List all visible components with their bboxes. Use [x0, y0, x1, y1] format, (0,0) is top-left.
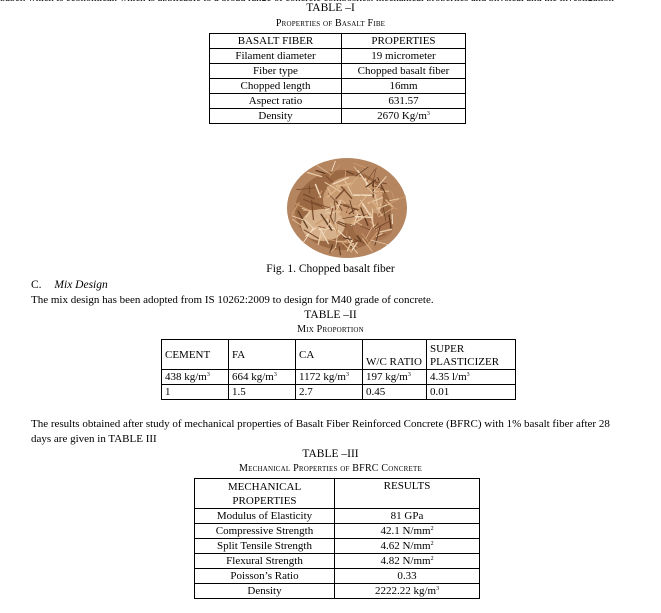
- table-cell: [342, 109, 466, 124]
- table-cell: Poisson’s Ratio: [195, 569, 335, 584]
- cell-value: 0.33: [397, 570, 417, 582]
- table2-label: TABLE –II: [304, 309, 357, 321]
- results-paragraph-line1: The results obtained after study of mechanical properties of Basalt Fiber Reinforced Concrete (BFRC) with 1% basalt fiber after 28: [31, 418, 610, 430]
- header-cell: FA: [229, 340, 296, 370]
- table-row: [195, 569, 480, 584]
- table-cell: [335, 539, 480, 554]
- table-cell: Filament diameter: [210, 49, 342, 64]
- table-cell: 1.5: [229, 385, 296, 400]
- table-cell: [335, 584, 480, 599]
- table-cell: [229, 370, 296, 385]
- table-cell: [363, 370, 427, 385]
- table-row: [210, 79, 466, 94]
- table3-title: Mechanical Properties of BFRC Concrete: [239, 463, 422, 474]
- table-cell: 16mm: [342, 79, 466, 94]
- table2-title: Mix Proportion: [297, 324, 364, 335]
- table-row: [195, 509, 480, 524]
- mix-proportion-table: [161, 339, 516, 400]
- table-cell: 0.45: [363, 385, 427, 400]
- table-row: [195, 539, 480, 554]
- mechanical-properties-table: [194, 478, 480, 599]
- table-row: [210, 94, 466, 109]
- chopped-basalt-fiber-photo: [283, 155, 410, 261]
- table-cell: 2.7: [296, 385, 363, 400]
- table-row: [210, 49, 466, 64]
- cropped-top-text-line: [0, 0, 661, 1]
- table-cell: Chopped basalt fiber: [342, 64, 466, 79]
- table-cell: [162, 370, 229, 385]
- table-row: [162, 370, 516, 385]
- cell-value: 1172 kg/m: [299, 371, 346, 383]
- cell-value: 4.62 N/mm: [380, 540, 431, 552]
- cell-value: 81 GPa: [390, 510, 424, 522]
- table1-title: Properties of Basalt Fibe: [275, 18, 386, 29]
- superscript: 3: [407, 372, 411, 378]
- section-title: Mix Design: [54, 279, 108, 291]
- superscript: 3: [345, 372, 349, 378]
- table-cell: Aspect ratio: [210, 94, 342, 109]
- mix-design-paragraph: The mix design has been adopted from IS 10262:2009 to design for M40 grade of concrete.: [31, 294, 434, 306]
- cell-value: 664 kg/m: [232, 371, 274, 383]
- header-cell: RESULTS: [335, 479, 480, 509]
- cell-value: 4.82 N/mm: [380, 555, 431, 567]
- table-cell: [427, 370, 516, 385]
- table-header-row: [210, 34, 466, 49]
- table-cell: Modulus of Elasticity: [195, 509, 335, 524]
- table-header-row: [162, 340, 516, 370]
- superscript: 3: [426, 111, 430, 117]
- superscript: 3: [466, 372, 470, 378]
- cell-value: 42.1 N/mm: [380, 525, 431, 537]
- table-row: [210, 109, 466, 124]
- fiber-strand: [374, 191, 389, 192]
- table-row: [162, 385, 516, 400]
- header-cell: CEMENT: [162, 340, 229, 370]
- basalt-fiber-properties-table: [209, 33, 466, 124]
- table-cell: 1: [162, 385, 229, 400]
- superscript: 3: [436, 586, 440, 592]
- header-cell: CA: [296, 340, 363, 370]
- table-row: [195, 554, 480, 569]
- table-row: [195, 524, 480, 539]
- superscript: 2: [430, 541, 434, 547]
- table-cell: [335, 509, 480, 524]
- table-row: [195, 584, 480, 599]
- table-cell: [335, 569, 480, 584]
- cell-value: 4.35 l/m: [430, 371, 467, 383]
- fiber-strand: [336, 185, 349, 186]
- superscript: 2: [430, 556, 434, 562]
- table-cell: Density: [195, 584, 335, 599]
- figure-caption: Fig. 1. Chopped basalt fiber: [266, 263, 395, 275]
- table-cell: Fiber type: [210, 64, 342, 79]
- section-letter: C.: [31, 279, 42, 291]
- header-cell: PROPERTIES: [342, 34, 466, 49]
- table-cell: [335, 554, 480, 569]
- superscript: 3: [206, 372, 210, 378]
- table3-label: TABLE –III: [302, 448, 359, 460]
- superscript: 2: [430, 526, 434, 532]
- table-cell: [335, 524, 480, 539]
- header-cell: SUPER PLASTICIZER: [427, 340, 516, 370]
- table-cell: Split Tensile Strength: [195, 539, 335, 554]
- table-cell: [296, 370, 363, 385]
- table-cell: Compressive Strength: [195, 524, 335, 539]
- cell-value: 2670 Kg/m: [377, 110, 427, 122]
- cell-value: 197 kg/m: [366, 371, 408, 383]
- cell-value: 438 kg/m: [165, 371, 207, 383]
- table-cell: Chopped length: [210, 79, 342, 94]
- table-cell: 19 micrometer: [342, 49, 466, 64]
- cell-value: 2222.22 kg/m: [374, 585, 437, 597]
- header-cell: W/C RATIO: [363, 340, 427, 370]
- section-heading: [31, 279, 108, 291]
- table1-label: TABLE –I: [306, 2, 355, 14]
- table-cell: Flexural Strength: [195, 554, 335, 569]
- results-paragraph-line2: days are given in TABLE III: [31, 433, 157, 445]
- table-cell: 0.01: [427, 385, 516, 400]
- fiber-image: [283, 155, 410, 261]
- table-cell: Density: [210, 109, 342, 124]
- superscript: 3: [273, 372, 277, 378]
- table-header-row: [195, 479, 480, 509]
- table-row: [210, 64, 466, 79]
- header-cell: MECHANICAL PROPERTIES: [195, 479, 335, 509]
- table-cell: 631.57: [342, 94, 466, 109]
- header-cell: BASALT FIBER: [210, 34, 342, 49]
